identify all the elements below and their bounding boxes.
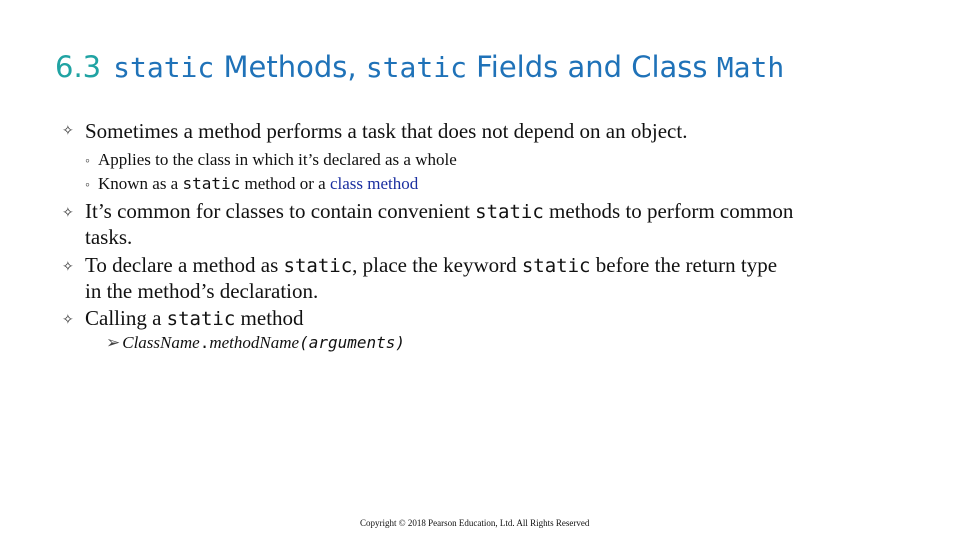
syntax-method-name: Name: [259, 333, 300, 352]
sub-bullet-arrow-icon: ➢: [106, 333, 121, 352]
bullet-4: [85, 305, 304, 332]
bullet-icon: ✧: [62, 313, 74, 328]
bullet-1-sub-2: [85, 174, 418, 194]
bullet-3-text-c: before the return type: [590, 253, 778, 277]
class-method-term: class method: [329, 174, 419, 193]
syntax-method: method: [209, 333, 260, 352]
bullet-4-keyword: static: [166, 308, 236, 330]
bullet-2-keyword: static: [475, 201, 544, 223]
syntax-class: Class: [122, 333, 161, 352]
bullet-2-line-2: tasks.: [85, 225, 133, 249]
sub-bullet-2-text-b: method or a: [240, 174, 330, 193]
bullet-2-text-a: It’s common for classes to contain convenient: [85, 199, 476, 223]
syntax-arguments: (arguments): [299, 333, 406, 352]
bullet-3-text-b: , place the keyword: [352, 253, 522, 277]
bullet-3-line-2: in the method’s declaration.: [85, 279, 319, 303]
sub-bullet-2-keyword: static: [182, 174, 241, 193]
bullet-icon: ✧: [62, 124, 74, 139]
section-number: 6.3: [55, 50, 102, 84]
syntax-dot: .: [199, 333, 210, 352]
bullet-3-keyword-2: static: [521, 255, 591, 277]
slide-title: [55, 50, 784, 84]
copyright-footer: Copyright © 2018 Pearson Education, Ltd. All Rights Reserved: [360, 518, 590, 528]
bullet-2-line-1: [85, 198, 793, 225]
sub-bullet-icon: ◦: [85, 154, 90, 169]
bullet-icon: ✧: [62, 206, 74, 221]
title-text-2: Fields and Class: [466, 50, 717, 84]
bullet-1-sub-1: [85, 150, 457, 170]
bullet-4-text-a: Calling a: [85, 306, 167, 330]
sub-bullet-2-text-a: Known as a: [97, 174, 183, 193]
bullet-1: Sometimes a method performs a task that does not depend on an object.: [85, 119, 688, 143]
bullet-icon: ✧: [62, 260, 74, 275]
sub-bullet-icon: ◦: [85, 178, 90, 193]
title-keyword-static-1: static: [113, 51, 215, 84]
title-keyword-math: Math: [716, 51, 785, 84]
title-keyword-static-2: static: [365, 51, 467, 84]
sub-bullet-1-text: Applies to the class in which it’s declared as a whole: [97, 150, 457, 169]
bullet-3-line-1: [85, 252, 777, 279]
title-text-1: Methods,: [214, 50, 366, 84]
bullet-4-text-b: method: [235, 306, 304, 330]
syntax-class-name: Name: [160, 333, 200, 352]
bullet-3-keyword-1: static: [283, 255, 353, 277]
method-call-syntax: [106, 333, 405, 353]
bullet-2-text-b: methods to perform common: [543, 199, 794, 223]
bullet-3-text-a: To declare a method as: [85, 253, 284, 277]
